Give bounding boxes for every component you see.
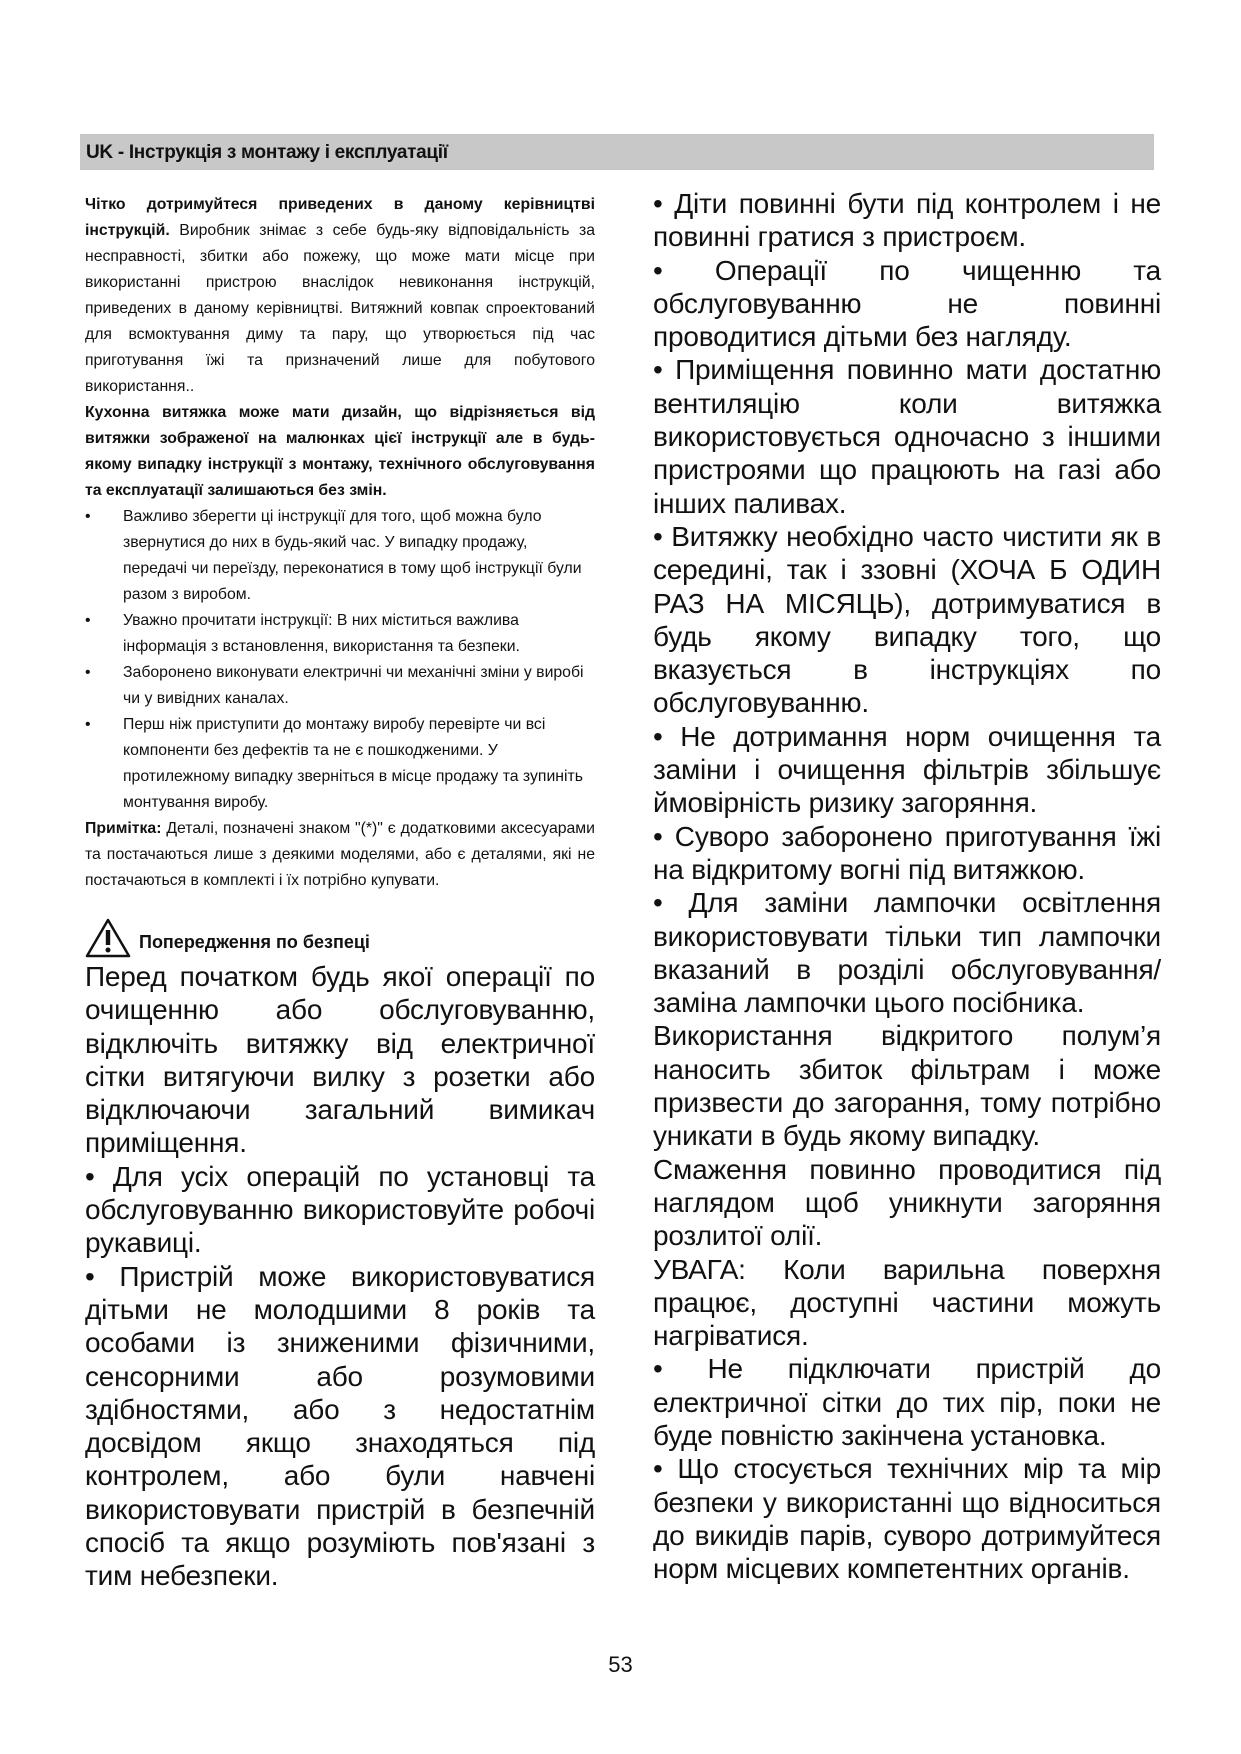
safety-title: Попередження по безпеці xyxy=(139,931,370,952)
left-column xyxy=(85,192,595,1593)
safety-paragraph: • Приміщення повинно мати достатню вентиляцію коли витяжка використовується одночасно з іншими пристроями що працюють на газі або інших паливах. xyxy=(653,354,1161,519)
safety-paragraph: • Що стосується технічних мір та мір безпеки у використанні що відноситься до викидів парів, суворо дотримуйтеся норм місцевих компетентних органів. xyxy=(653,1453,1161,1585)
warning-triangle-icon xyxy=(85,918,131,958)
note-text: Деталі, позначені знаком "(*)" є додатковими аксесуарами та постачаються лише з деякими моделями, або є деталями, які не постачаються в комплекті і їх потрібно купувати. xyxy=(85,820,595,889)
section-title: UK - Інструкція з монтажу і експлуатації xyxy=(86,142,448,163)
safety-heading xyxy=(85,916,595,960)
intro-bold-lead: Чітко дотримуйтеся приведених в даному керівництві інструкцій. xyxy=(85,196,595,239)
safety-paragraph: • Суворо заборонено приготування їжі на відкритому вогні під витяжкою. xyxy=(653,820,1161,885)
bullet-item: • Заборонено виконувати електричні чи механічні зміни у виробі чи у вивідних каналах. xyxy=(85,660,595,712)
safety-paragraph: • Для усіх операцій по установці та обслуговуванню використовуйте робочі рукавиці. xyxy=(85,1160,595,1259)
bullet-item: • Уважно прочитати інструкції: В них міститься важлива інформація з встановлення, використання та безпеки. xyxy=(85,608,595,660)
note-label: Примітка: xyxy=(85,820,162,837)
section-header-bar xyxy=(80,134,1154,170)
bullet-item: • Перш ніж приступити до монтажу виробу перевірте чи всі компоненти без дефектів та не є пошкодженими. У протилежному випадку зверніться в місце продажу та зупиніть монтування виробу. xyxy=(85,712,595,816)
safety-paragraph: Використання відкритого полум’я наносить збиток фільтрам і може призвести до загорання, тому потрібно уникати в будь якому випадку. xyxy=(653,1020,1161,1152)
bullet-item: • Важливо зберегти ці інструкції для того, щоб можна було звернутися до них в будь-який час. У випадку продажу, передачі чи переїзду, переконатися в тому щоб інструкції були разом з виробом. xyxy=(85,504,595,608)
safety-paragraph: • Не підключати пристрій до електричної сітки до тих пір, поки не буде повністю закінчена установка. xyxy=(653,1353,1161,1451)
safety-paragraph: • Для заміни лампочки освітлення використовувати тільки тип лампочки вказаний в розділі обслуговування/заміна лампочки цього посібника. xyxy=(653,887,1161,1019)
safety-paragraph: • Діти повинні бути під контролем і не повинні гратися з пристроєм. xyxy=(653,188,1161,253)
safety-paragraph: • Витяжку необхідно часто чистити як в середині, так і ззовні (ХОЧА Б ОДИН РАЗ НА МІСЯЦЬ), дотримуватися в будь якому випадку того, що вказується в інструкціях по обслуговуванню. xyxy=(653,520,1161,719)
right-column xyxy=(653,187,1161,1585)
safety-paragraph: • Пристрій може використовуватися дітьми не молодшими 8 років та особами із зниженими фізичними, сенсорними або розумовими здібностями, або з недостатнім досвідом якщо знаходяться під контролем, або були навчені використовувати пристрій в безпечній спосіб та якщо розуміють пов'язані з тим небезпеки. xyxy=(85,1260,595,1592)
intro-paragraph xyxy=(85,192,595,400)
safety-paragraph: • Операції по чищенню та обслуговуванню не повинні проводитися дітьми без нагляду. xyxy=(653,254,1161,353)
page-number: 53 xyxy=(608,1652,633,1677)
instruction-bullets xyxy=(85,504,595,816)
safety-left-text xyxy=(85,960,595,1593)
safety-paragraph: Перед початком будь якої операції по очищенню або обслуговуванню, відключіть витяжку від електричної сітки витягуючи вилку з розетки або відключаючи загальний вимикач приміщення. xyxy=(85,961,595,1159)
design-note: Кухонна витяжка може мати дизайн, що відрізняється від витяжки зображеної на малюнках цієї інструкції але в будь-якому випадку інструкції з монтажу, технічного обслуговування та експлуатації залишаються без змін. xyxy=(85,404,595,499)
safety-paragraph: • Не дотримання норм очищення та заміни і очищення фільтрів збільшує ймовірність ризику загоряння. xyxy=(653,720,1161,819)
intro-text: Виробник знімає з себе будь-яку відповідальність за несправності, збитки або пожежу, що може мати місце при використанні пристрою внаслідок невиконання інструкцій, приведених в даному керівництві. Витяжний ковпак спроектований для всмоктування диму та пару, що утворюється під час приготування їжі та призначений лише для побутового використання.. xyxy=(85,222,595,395)
note-paragraph xyxy=(85,816,595,894)
safety-paragraph: УВАГА: Коли варильна поверхня працює, доступні частини можуть нагріватися. xyxy=(653,1253,1161,1352)
safety-paragraph: Смаження повинно проводитися під наглядом щоб уникнути загоряння розлитої олії. xyxy=(653,1153,1161,1252)
